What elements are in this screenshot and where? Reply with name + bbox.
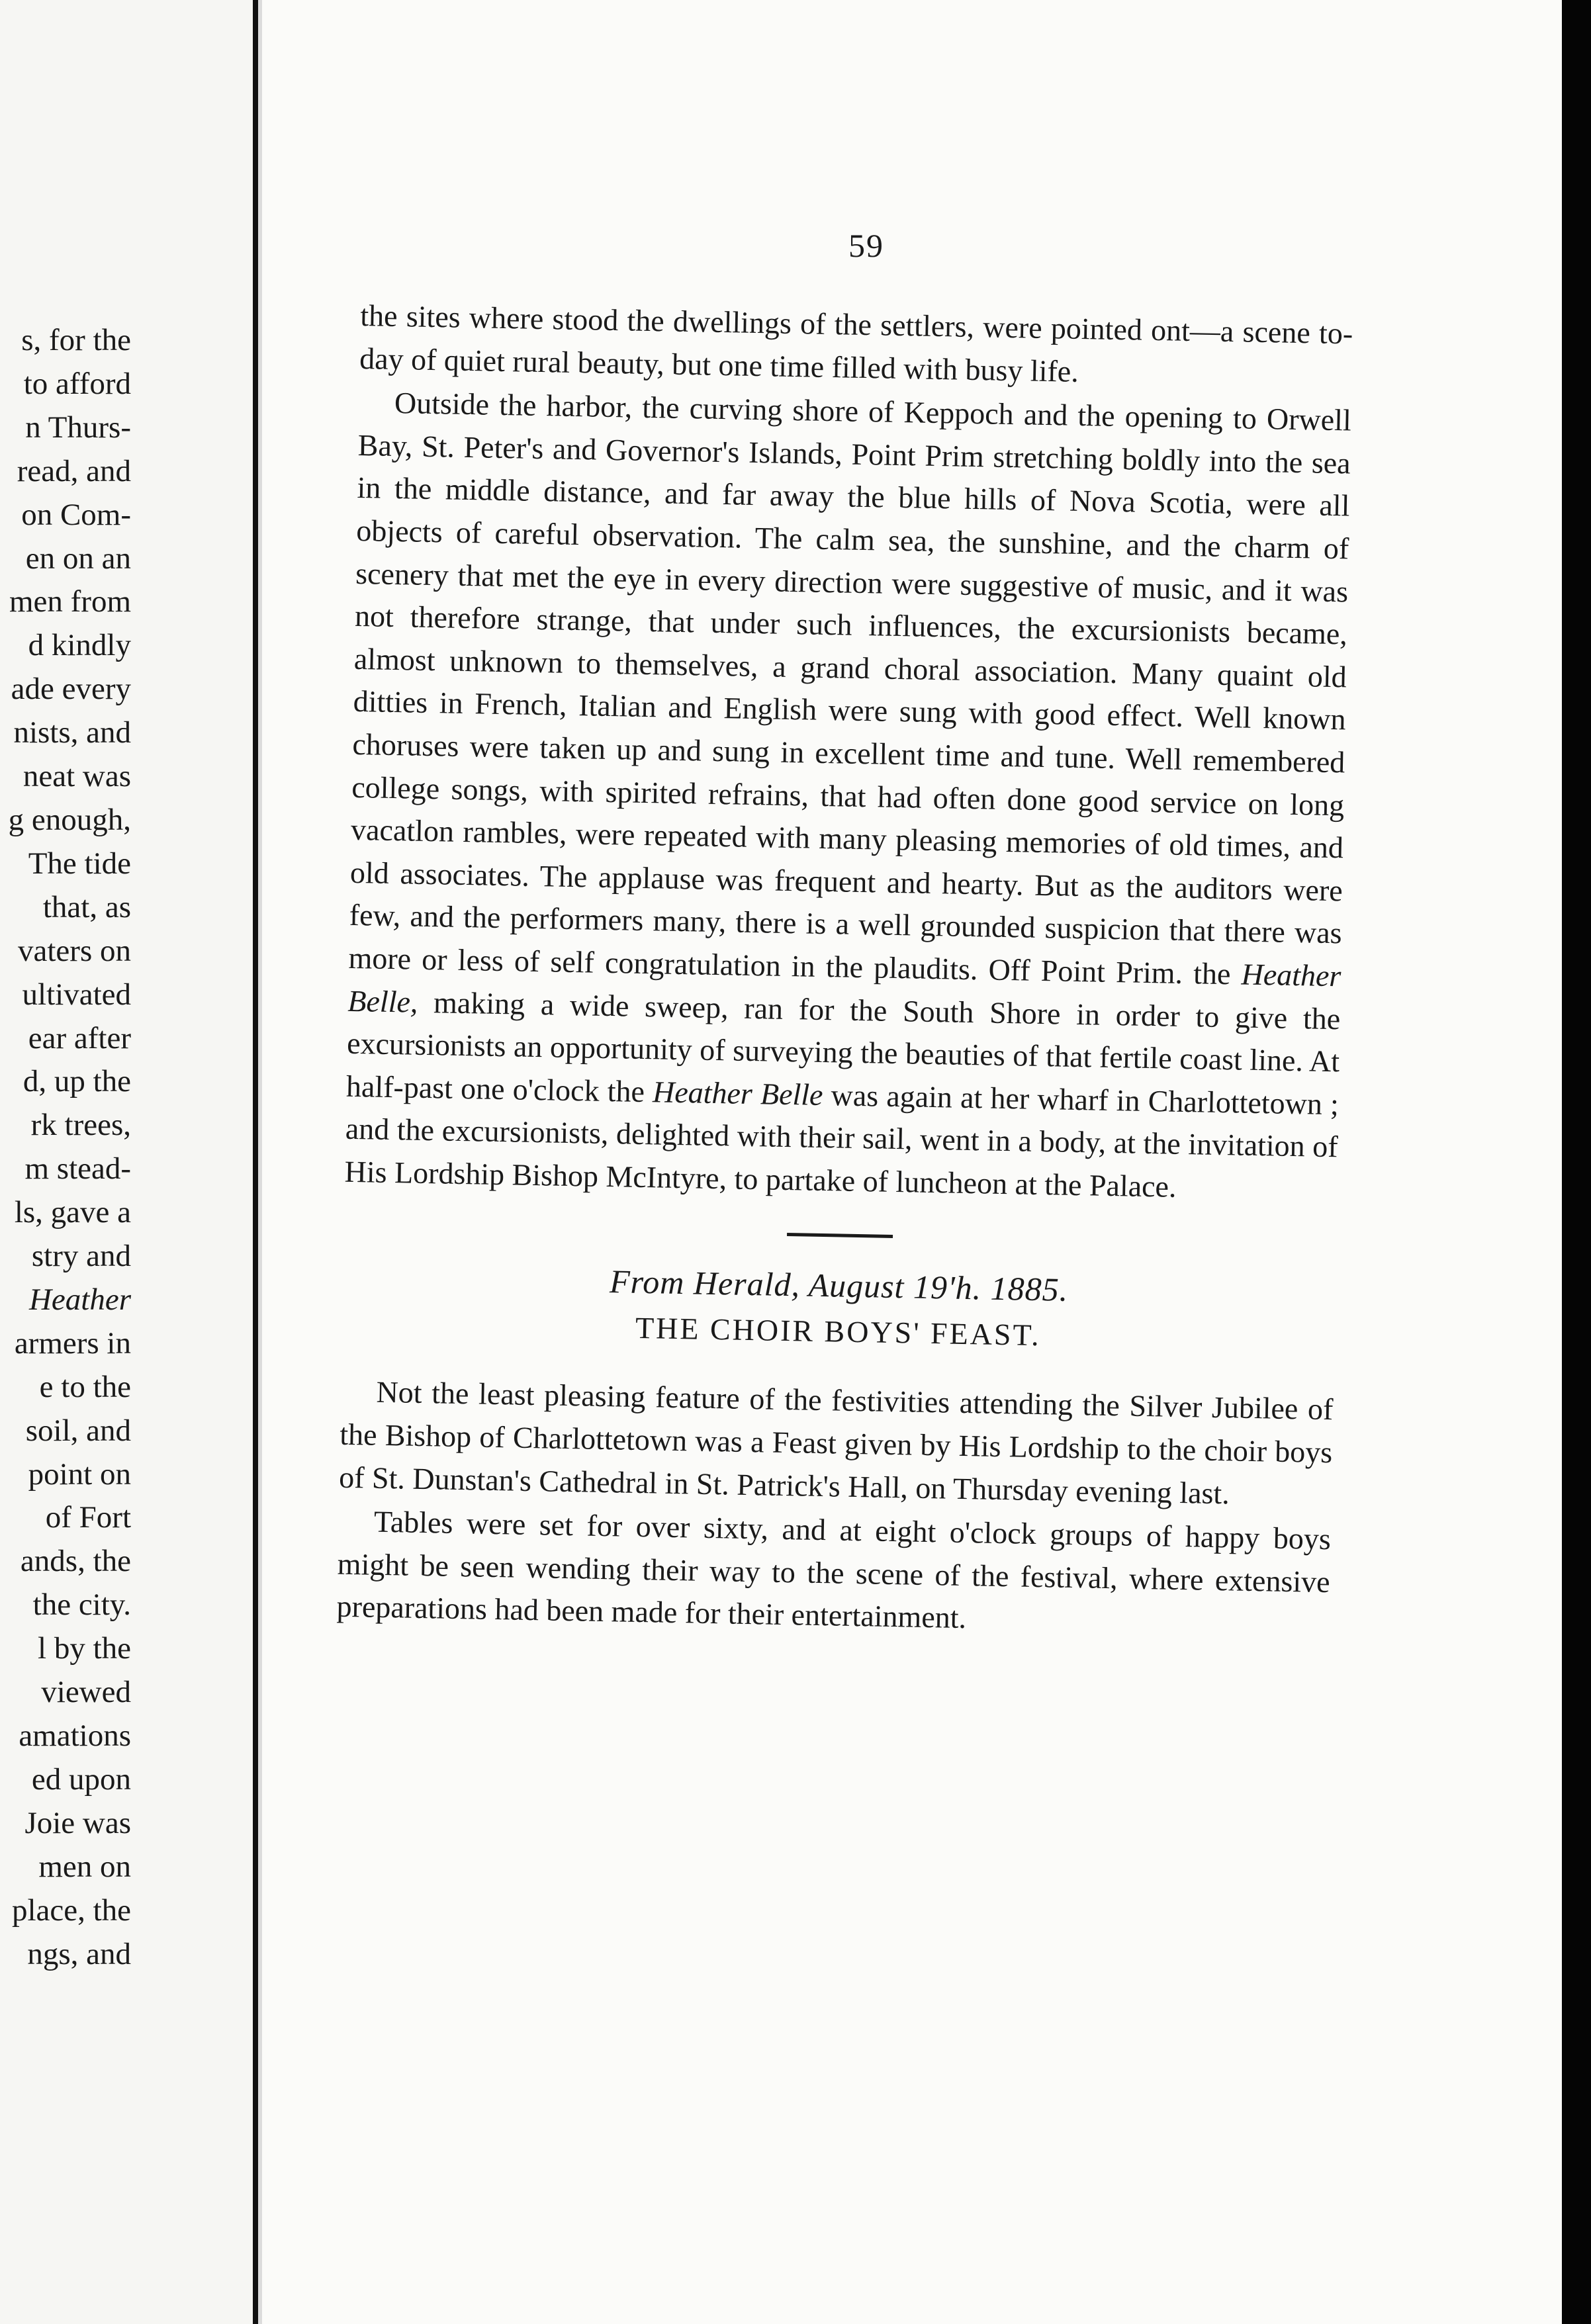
previous-page-line: men on xyxy=(38,1849,131,1884)
previous-page-line: amations xyxy=(19,1719,131,1753)
previous-page-line: stry and xyxy=(31,1239,131,1274)
paragraph-continued: the sites where stood the dwellings of the settlers, were pointed ont—a scene to-day of quiet rural beauty, but one time filled with busy life. xyxy=(359,298,1353,388)
previous-page-line: armers in xyxy=(14,1325,131,1361)
previous-page-line: neat was xyxy=(23,759,131,794)
section-divider xyxy=(343,1220,1336,1249)
previous-page-line: vaters on xyxy=(18,933,131,968)
previous-page-line: d, up the xyxy=(23,1064,131,1099)
previous-page-line: rk trees, xyxy=(30,1108,131,1143)
article-title: THE CHOIR BOYS' FEAST. xyxy=(635,1311,1042,1353)
previous-page-line: e to the xyxy=(39,1369,131,1404)
page-number: 59 xyxy=(848,227,884,264)
previous-page-line: read, and xyxy=(17,453,131,488)
paragraph-harbor-text-3: was again at her wharf in Charlottetown ; and the excursionists, delighted with their sail, went in a body, at the invitation of His Lordship Bishop McIntyre, to partake of luncheon at the Palace. xyxy=(344,1077,1340,1204)
previous-page-text-column xyxy=(0,319,131,1976)
previous-page-line: ultivated xyxy=(22,977,131,1012)
previous-page-line: d kindly xyxy=(28,628,131,663)
previous-page-line: n Thurs- xyxy=(25,410,131,445)
previous-page-line: to afford xyxy=(23,366,131,401)
previous-page-line: place, the xyxy=(11,1893,131,1928)
ship-name: Heather Belle xyxy=(652,1074,823,1112)
previous-page-line: soil, and xyxy=(25,1413,131,1448)
source-citation: From Herald, August 19'h. 1885. xyxy=(609,1263,1069,1309)
previous-page-line: on Com- xyxy=(21,497,131,532)
previous-page-fragment xyxy=(0,0,253,2324)
previous-page-line: ands, the xyxy=(20,1544,131,1579)
paragraph-harbor xyxy=(344,381,1351,1212)
text-column xyxy=(336,294,1353,1646)
divider-rule xyxy=(787,1233,893,1239)
scan-border xyxy=(1562,0,1591,2324)
ship-name: Heather Belle, xyxy=(347,957,1341,1019)
book-gutter xyxy=(253,0,258,2324)
paragraph-harbor-text-1: Outside the harbor, the curving shore of Keppoch and the opening to Orwell Bay, St. Peter's and Governor's Islands, Point Prim stretching boldly into the sea in the middle distance, and far away the blue hills of Nova Scotia, were all objects of careful observation. The calm sea, the sunshine, and the charm of scenery that met the eye in every direction were suggestive of music, and it was not therefore strange, that under such influences, the excursionists became, almost unknown to themselves, a grand choral association. Many quaint old ditties in French, Italian and English were sung with good effect. Well known choruses were taken up and sung in excellent time and tune. Well remembered college songs, with spirited refrains, that had often done good service on long vacatlon rambles, were repeated with many pleasing memories of old times, and old associates. The applause was frequent and hearty. But as the auditors were few, and the performers many, there is a well grounded suspicion that there was more or less of self congratulation in the plaudits. Off Point Prim. the xyxy=(348,386,1352,991)
previous-page-line: point on xyxy=(28,1456,131,1492)
previous-page-line: ade every xyxy=(11,672,131,707)
previous-page-line: ls, gave a xyxy=(14,1195,131,1230)
previous-page-line: of Fort xyxy=(45,1500,131,1535)
previous-page-line: Heather xyxy=(28,1282,131,1317)
previous-page-line: the city. xyxy=(32,1587,131,1623)
paragraph-tables: Tables were set for over sixty, and at eight o'clock groups of happy boys might be seen wending their way to the scene of the festival, where extensive preparations had been made for their entertainment. xyxy=(336,1504,1332,1635)
previous-page-line: Joie was xyxy=(24,1805,131,1840)
previous-page-line: ed upon xyxy=(31,1762,131,1797)
previous-page-line: ear after xyxy=(28,1020,131,1055)
paragraph-harbor-text-2: making a wide sweep, ran for the South Shore in order to give the excursionists an opportunity of surveying the beauties of that fertile coast line. At half-past one o'clock the xyxy=(345,985,1341,1108)
previous-page-line: l by the xyxy=(38,1631,131,1666)
previous-page-line: en on an xyxy=(25,541,131,576)
previous-page-line: that, as xyxy=(42,889,131,924)
previous-page-line: The tide xyxy=(28,846,131,881)
previous-page-line: ngs, and xyxy=(27,1936,131,1971)
previous-page-line: m stead- xyxy=(24,1151,131,1186)
paragraph-feast-intro: Not the least pleasing feature of the festivities attending the Silver Jubilee of the Bishop of Charlottetown was a Feast given by His Lordship to the choir boys of St. Dunstan's Cathedral in St. Patrick's Hall, on Thursday evening last. xyxy=(338,1375,1334,1511)
previous-page-line: nists, and xyxy=(13,715,131,750)
previous-page-line: g enough, xyxy=(8,802,131,837)
previous-page-line: viewed xyxy=(41,1675,131,1710)
previous-page-line: s, for the xyxy=(21,323,131,357)
previous-page-line: men from xyxy=(9,584,131,619)
